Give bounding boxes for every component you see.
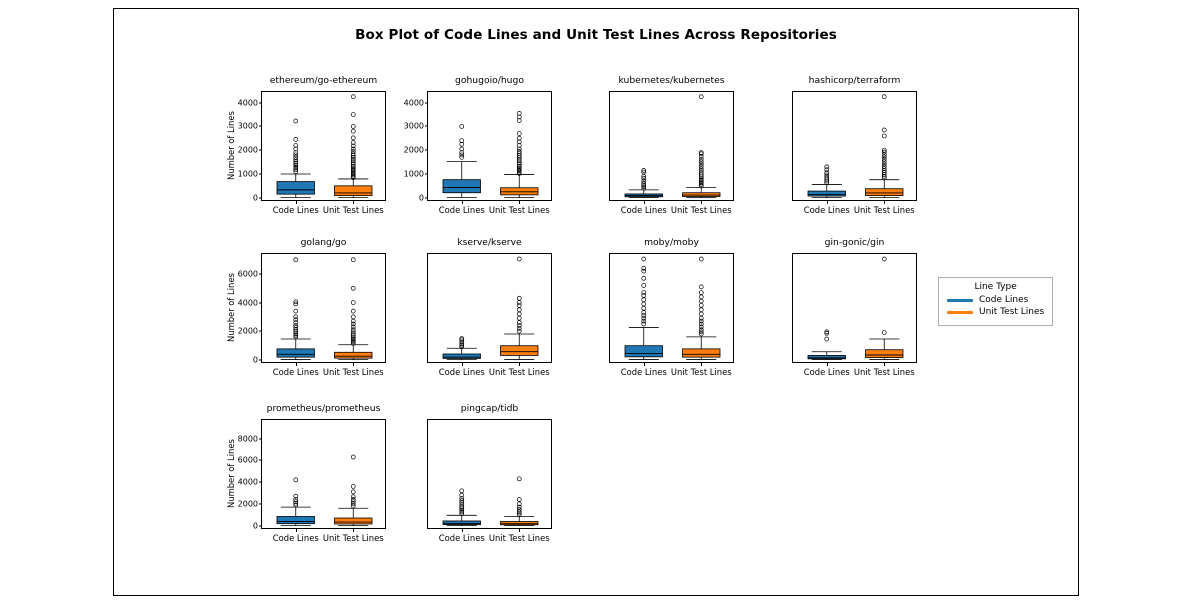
subplot-title: kubernetes/kubernetes — [618, 75, 725, 86]
subplot-gohugoio-hugo — [403, 75, 552, 215]
x-tick-label: Unit Test Lines — [322, 205, 384, 215]
box-unit-test-lines — [501, 477, 539, 526]
subplot-title: moby/moby — [644, 237, 699, 248]
subplot-prometheus-prometheus — [226, 403, 386, 543]
axes — [427, 419, 552, 543]
x-tick-label: Code Lines — [620, 367, 667, 377]
boxplot-canvas — [610, 254, 735, 364]
y-axis-label: Number of Lines — [226, 273, 236, 342]
x-tick-label: Unit Test Lines — [322, 533, 384, 543]
x-tick-label: Code Lines — [272, 533, 319, 543]
boxplot-canvas — [793, 92, 918, 202]
y-tick-label: 1000 — [403, 169, 424, 179]
box-unit-test-lines — [866, 95, 904, 198]
axes — [609, 91, 734, 215]
box-code-lines — [277, 478, 315, 526]
boxplot-canvas — [610, 92, 735, 202]
y-tick-label: 2000 — [237, 499, 258, 509]
x-tick-label: Unit Test Lines — [853, 367, 915, 377]
box-code-lines — [443, 337, 481, 360]
legend-swatch-icon — [947, 299, 973, 302]
y-tick-label: 8000 — [237, 434, 258, 443]
box-code-lines — [443, 124, 481, 197]
y-tick-label: 4000 — [237, 477, 258, 487]
x-tick-label: Unit Test Lines — [670, 367, 732, 377]
box-code-lines — [625, 257, 663, 360]
subplot-title: hashicorp/terraform — [808, 75, 901, 86]
y-tick-label: 6000 — [237, 269, 258, 279]
legend-item[interactable] — [947, 307, 1044, 317]
y-tick-label: 4000 — [237, 98, 258, 108]
box-code-lines — [277, 258, 315, 360]
boxplot-canvas — [428, 254, 553, 364]
axes — [792, 91, 917, 215]
boxplot-canvas — [428, 420, 553, 530]
boxplot-canvas — [428, 92, 553, 202]
subplot-gin-gonic-gin — [792, 237, 917, 377]
subplot-title: ethereum/go-ethereum — [269, 75, 378, 86]
legend-swatch-icon — [947, 311, 973, 314]
subplot-kserve-kserve — [427, 237, 552, 377]
box-code-lines — [277, 119, 315, 198]
boxplot-canvas — [793, 254, 918, 364]
box-code-lines — [443, 489, 481, 526]
axes — [403, 91, 552, 215]
x-tick-label: Code Lines — [438, 533, 485, 543]
chart-legend — [938, 277, 1053, 326]
subplot-moby-moby — [609, 237, 734, 377]
y-tick-label: 1000 — [237, 169, 258, 179]
box-unit-test-lines — [866, 257, 904, 360]
x-tick-label: Code Lines — [803, 367, 850, 377]
y-tick-label: 0 — [252, 521, 258, 531]
axes — [226, 253, 386, 377]
box-unit-test-lines — [335, 95, 373, 198]
y-tick-label: 0 — [418, 193, 424, 203]
subplot-hashicorp-terraform — [792, 75, 917, 215]
x-tick-label: Code Lines — [272, 367, 319, 377]
y-tick-label: 3000 — [237, 121, 258, 131]
legend-title: Line Type — [974, 282, 1017, 292]
legend-entries — [947, 295, 1044, 317]
subplot-title: pingcap/tidb — [460, 403, 519, 414]
box-unit-test-lines — [501, 111, 539, 197]
boxplot-canvas — [262, 420, 387, 530]
box-unit-test-lines — [335, 455, 373, 526]
subplot-title: golang/go — [300, 237, 347, 248]
box-unit-test-lines — [335, 258, 373, 360]
y-tick-label: 3000 — [403, 121, 424, 131]
subplot-title: prometheus/prometheus — [266, 403, 381, 414]
y-tick-label: 2000 — [237, 145, 258, 155]
subplot-title: kserve/kserve — [457, 237, 522, 248]
y-axis-label: Number of Lines — [226, 439, 236, 508]
box-code-lines — [625, 168, 663, 197]
boxplot-canvas — [262, 254, 387, 364]
box-unit-test-lines — [683, 257, 721, 360]
x-tick-label: Unit Test Lines — [488, 367, 550, 377]
boxplot-canvas — [262, 92, 387, 202]
axes — [792, 253, 917, 377]
y-tick-label: 2000 — [237, 326, 258, 336]
legend-item[interactable] — [947, 295, 1044, 305]
x-tick-label: Unit Test Lines — [322, 367, 384, 377]
subplot-pingcap-tidb — [427, 403, 552, 543]
box-unit-test-lines — [501, 257, 539, 359]
x-tick-label: Code Lines — [438, 205, 485, 215]
x-tick-label: Unit Test Lines — [853, 205, 915, 215]
axes — [226, 91, 386, 215]
legend-label: Code Lines — [979, 295, 1029, 305]
legend-label: Unit Test Lines — [979, 307, 1045, 317]
x-tick-label: Unit Test Lines — [488, 533, 550, 543]
x-tick-label: Code Lines — [438, 367, 485, 377]
x-tick-label: Code Lines — [272, 205, 319, 215]
x-tick-label: Code Lines — [803, 205, 850, 215]
subplot-title: gin-gonic/gin — [824, 237, 885, 248]
y-tick-label: 6000 — [237, 455, 258, 465]
box-code-lines — [808, 330, 846, 360]
x-tick-label: Unit Test Lines — [670, 205, 732, 215]
axes — [226, 419, 386, 543]
y-tick-label: 0 — [252, 355, 258, 365]
box-code-lines — [808, 165, 846, 198]
subplot-kubernetes-kubernetes — [609, 75, 734, 215]
subplot-golang-go — [226, 237, 386, 377]
subplot-title: gohugoio/hugo — [455, 75, 524, 86]
x-tick-label: Code Lines — [620, 205, 667, 215]
y-tick-label: 2000 — [403, 145, 424, 155]
y-tick-label: 0 — [252, 193, 258, 203]
axes — [609, 253, 734, 377]
y-tick-label: 4000 — [403, 98, 424, 108]
box-unit-test-lines — [683, 95, 721, 198]
axes — [427, 253, 552, 377]
figure-container — [113, 8, 1079, 596]
subplot-ethereum-go-ethereum — [226, 75, 386, 215]
chart-title: Box Plot of Code Lines and Unit Test Lines Across Repositories — [355, 27, 837, 43]
y-axis-label: Number of Lines — [226, 111, 236, 180]
y-tick-label: 4000 — [237, 298, 258, 308]
x-tick-label: Unit Test Lines — [488, 205, 550, 215]
